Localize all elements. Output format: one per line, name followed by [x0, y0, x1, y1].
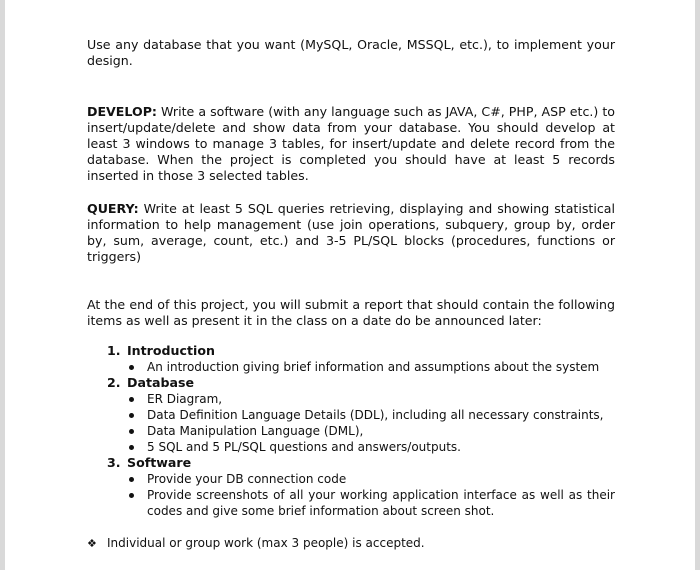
list-item: Provide your DB connection code	[107, 471, 615, 487]
section-software-items	[107, 471, 615, 519]
diamond-bullet-icon: ❖	[87, 537, 97, 550]
list-item: Data Definition Language Details (DDL), including all necessary constraints,	[107, 407, 615, 423]
report-items-list	[107, 343, 615, 519]
right-frame-border	[695, 0, 700, 570]
note-line	[87, 536, 425, 550]
section-database-items	[107, 391, 615, 455]
develop-text: Write a software (with any language such as JAVA, C#, PHP, ASP etc.) to insert/update/delete and show data from your database. You should develop at least 3 windows to manage 3 tables, for insert/update and delete record from the database. When the project is completed you should have at least 5 records inserted in those 3 selected tables.	[87, 104, 615, 183]
section-database-title: 2. Database	[107, 375, 195, 390]
list-item: Provide screenshots of all your working application interface as well as their codes and give some brief information about screen shot.	[107, 487, 615, 519]
list-item: ER Diagram,	[107, 391, 615, 407]
document-page	[87, 37, 615, 519]
develop-paragraph	[87, 104, 615, 184]
note-text: Individual or group work (max 3 people) is accepted.	[107, 536, 425, 550]
left-frame-border	[0, 0, 5, 570]
develop-label: DEVELOP:	[87, 104, 157, 119]
query-text: Write at least 5 SQL queries retrieving, displaying and showing statistical information to help management (use join operations, subquery, group by, order by, sum, average, count, etc.) and 3-5 PL/SQL blocks (procedures, functions or triggers)	[87, 201, 615, 264]
list-item: An introduction giving brief information and assumptions about the system	[107, 359, 615, 375]
section-introduction-title: 1. Introduction	[107, 343, 215, 358]
section-introduction-items	[107, 359, 615, 375]
list-item: 5 SQL and 5 PL/SQL questions and answers/outputs.	[107, 439, 615, 455]
section-software-title: 3. Software	[107, 455, 192, 470]
intro-paragraph: Use any database that you want (MySQL, Oracle, MSSQL, etc.), to implement your design.	[87, 37, 615, 68]
query-label: QUERY:	[87, 201, 139, 216]
report-paragraph: At the end of this project, you will submit a report that should contain the following items as well as present it in the class on a date do be announced later:	[87, 297, 615, 328]
query-paragraph	[87, 201, 615, 265]
list-item: Data Manipulation Language (DML),	[107, 423, 615, 439]
